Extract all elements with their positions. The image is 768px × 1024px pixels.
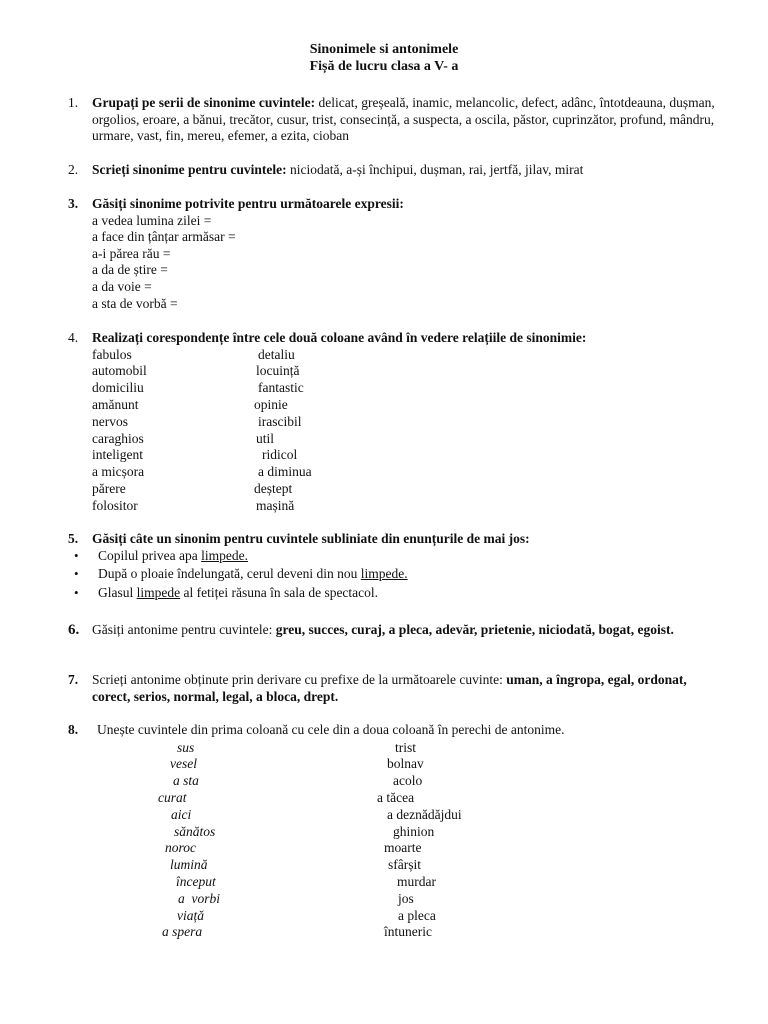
right-word: detaliu xyxy=(258,346,295,362)
left-word: vesel xyxy=(170,756,197,772)
left-word: nervos xyxy=(92,413,128,429)
exercise-6-instruction: Găsiți antonime pentru cuvintele: xyxy=(92,622,273,637)
exercise-1-number: 1. xyxy=(68,95,79,110)
sentence-text: al fetiței răsuna în sala de spectacol. xyxy=(180,584,379,600)
left-word: caraghios xyxy=(92,430,144,446)
sentence-text: Glasul xyxy=(98,584,137,600)
sentence-item xyxy=(74,585,718,604)
exercise-4 xyxy=(68,330,718,515)
synonym-match-columns xyxy=(92,347,718,515)
left-word: folositor xyxy=(92,497,138,513)
exercise-4-instruction: Realizați corespondențe între cele două coloane având în vedere relațiile de sinonimie: xyxy=(92,330,587,345)
right-word: ridicol xyxy=(262,447,298,463)
left-word: curat xyxy=(158,789,187,805)
sentence-text: Copilul privea apa xyxy=(98,547,202,563)
right-word: întuneric xyxy=(384,924,432,940)
expression-item: a face din țânțar armăsar = xyxy=(92,229,236,245)
exercise-8 xyxy=(68,722,718,941)
exercise-5-instruction: Găsiți câte un sinonim pentru cuvintele subliniate din enunțurile de mai jos: xyxy=(92,531,530,546)
sentence-text: După o ploaie îndelungată, cerul deveni din nou xyxy=(98,566,361,582)
left-word: părere xyxy=(92,480,126,496)
exercise-2-words: niciodată, a-și închipui, dușman, rai, jertfă, jilav, mirat xyxy=(289,162,584,177)
right-word: sfârșit xyxy=(388,857,421,873)
left-word: sus xyxy=(177,739,195,755)
expression-item: a da de știre = xyxy=(92,262,168,278)
bullet: • xyxy=(74,584,79,600)
left-word: automobil xyxy=(92,363,147,379)
left-word: fabulos xyxy=(92,346,132,362)
left-word: sănătos xyxy=(174,823,216,839)
exercise-7-words: uman, a îngropa, egal, ordonat, corect, serios, normal, legal, a bloca, drept. xyxy=(92,672,687,704)
left-word: lumină xyxy=(170,857,208,873)
exercise-2-number: 2. xyxy=(68,162,79,177)
expression-item: a vedea lumina zilei = xyxy=(92,212,212,228)
right-word: bolnav xyxy=(387,756,424,772)
sentence-list xyxy=(74,548,718,604)
sentence-item xyxy=(74,566,718,585)
expression-item: a sta de vorbă = xyxy=(92,295,178,311)
right-word: fantastic xyxy=(258,380,304,396)
right-word: a deznădăjdui xyxy=(387,806,462,822)
left-word: început xyxy=(176,873,216,889)
right-word: murdar xyxy=(397,873,436,889)
left-word: noroc xyxy=(165,840,196,856)
right-word: mașină xyxy=(256,497,295,513)
left-word: a vorbi xyxy=(178,890,220,906)
exercise-3-number: 3. xyxy=(68,196,79,211)
exercise-5 xyxy=(68,531,718,603)
exercise-6-words: greu, succes, curaj, a pleca, adevăr, prietenie, niciodată, bogat, egoist. xyxy=(275,622,674,637)
sentence-item xyxy=(74,548,718,567)
exercise-2 xyxy=(68,162,718,179)
bullet: • xyxy=(74,566,79,582)
right-word: irascibil xyxy=(258,413,302,429)
underlined-word: limpede. xyxy=(201,547,248,563)
exercise-2-instruction: Scrieți sinonime pentru cuvintele: xyxy=(92,162,287,177)
exercise-8-number: 8. xyxy=(68,722,79,737)
underlined-word: limpede xyxy=(136,584,181,600)
right-word: ghinion xyxy=(393,823,435,839)
exercise-4-number: 4. xyxy=(68,330,79,345)
exercise-7-number: 7. xyxy=(68,672,79,687)
right-word: trist xyxy=(395,739,417,755)
left-word: amănunt xyxy=(92,396,139,412)
expression-item: a da voie = xyxy=(92,278,152,294)
bullet: • xyxy=(74,547,79,563)
exercise-3 xyxy=(68,196,718,312)
right-word: acolo xyxy=(393,773,423,789)
right-word: a tăcea xyxy=(377,789,415,805)
exercise-8-instruction: Unește cuvintele din prima coloană cu cele din a doua coloană în perechi de antonime. xyxy=(97,722,565,737)
exercise-1-instruction: Grupați pe serii de sinonime cuvintele: xyxy=(92,95,316,110)
left-word: domiciliu xyxy=(92,380,144,396)
exercise-6 xyxy=(68,622,718,639)
exercise-7 xyxy=(68,672,718,705)
left-word: aici xyxy=(171,806,192,822)
left-word: a sta xyxy=(173,773,199,789)
exercise-3-instruction: Găsiți sinonime potrivite pentru următoarele expresii: xyxy=(92,196,404,211)
exercise-1-words: delicat, greșeală, inamic, melancolic, defect, adânc, întotdeauna, dușman, orgolios, eroare, a bănui, trecător, cusur, trist, consecință, a suspecta, a oscila, păstor, cuprinzător, profund, mândru, urmare, vast, fin, mereu, efemer, a ezita, cioban xyxy=(92,95,715,144)
right-word: locuință xyxy=(256,363,300,379)
right-word: opinie xyxy=(254,396,288,412)
antonym-match-columns xyxy=(68,740,718,942)
right-word: a diminua xyxy=(258,464,312,480)
underlined-word: limpede. xyxy=(360,566,408,582)
left-word: a micșora xyxy=(92,464,145,480)
right-word: a pleca xyxy=(398,907,436,923)
exercise-7-instruction: Scrieți antonime obținute prin derivare cu prefixe de la următoarele cuvinte: xyxy=(92,672,503,687)
exercise-6-number: 6. xyxy=(68,622,80,638)
right-word: jos xyxy=(398,890,414,906)
left-word: viață xyxy=(177,907,204,923)
worksheet-subtitle: Fișă de lucru clasa a V- a xyxy=(309,59,459,74)
right-word: util xyxy=(256,430,275,446)
expression-item: a-i părea rău = xyxy=(92,245,171,261)
right-word: deștept xyxy=(254,480,293,496)
left-word: a spera xyxy=(162,924,203,940)
worksheet-title: Sinonimele si antonimele xyxy=(309,42,459,57)
exercise-1 xyxy=(68,95,718,145)
exercise-5-number: 5. xyxy=(68,531,79,546)
left-word: inteligent xyxy=(92,447,143,463)
right-word: moarte xyxy=(384,840,422,856)
